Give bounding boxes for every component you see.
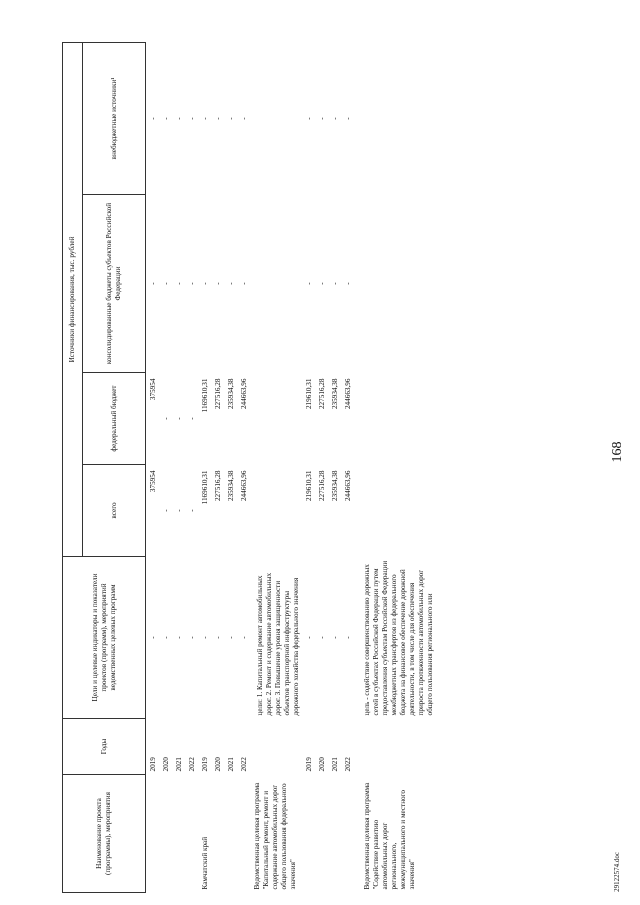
empty-cell <box>357 719 435 775</box>
extra-cell: - <box>214 117 222 120</box>
federal-cell: 375954 <box>149 378 157 401</box>
table-row <box>240 42 253 892</box>
federal-cell: - <box>162 417 170 420</box>
header-regional: консолидированные бюджеты субъектов Российской Федерации <box>83 195 146 373</box>
header-name: Наименование проекта (программы), мероприятия <box>63 775 146 893</box>
goal-cell: - <box>240 636 248 639</box>
federal-cell: 227516,28 <box>318 378 326 410</box>
federal-cell: 244663,96 <box>240 378 248 410</box>
empty-cell <box>357 195 435 373</box>
extra-cell: - <box>331 117 339 120</box>
header-sources-group: Источники финансирования, тыс. рублей <box>63 42 83 556</box>
table-row <box>318 42 331 892</box>
year-cell: 2022 <box>344 757 352 772</box>
empty-cell <box>357 42 435 194</box>
goal-cell: - <box>149 636 157 639</box>
goal-cell: - <box>214 636 222 639</box>
year-cell: 2019 <box>149 757 157 772</box>
year-cell: 2022 <box>240 757 248 772</box>
goal-cell: - <box>331 636 339 639</box>
federal-cell: - <box>175 417 183 420</box>
regional-cell: - <box>149 282 157 285</box>
federal-cell: 244663,96 <box>344 378 352 410</box>
rotated-table-container <box>62 43 612 893</box>
header-federal: федеральный бюджет <box>83 373 146 465</box>
year-cell: 2021 <box>227 757 235 772</box>
region-name: Камчатский край <box>201 836 209 890</box>
total-cell: 227516,28 <box>318 470 326 502</box>
goal-cell: - <box>305 636 313 639</box>
table-row <box>227 42 240 892</box>
empty-cell <box>357 373 435 465</box>
federal-cell: 235934,38 <box>227 378 235 410</box>
goal-cell: - <box>201 636 209 639</box>
total-cell: 375954 <box>149 470 157 493</box>
header-row-1 <box>63 42 83 892</box>
year-cell: 2021 <box>175 757 183 772</box>
total-cell: - <box>162 509 170 512</box>
program-name: Ведомственная целевая программа "Капитальный ремонт, ремонт и содержание автомобильных дорог общего пользования федерального значения" <box>253 782 297 890</box>
total-cell: - <box>175 509 183 512</box>
program-name: Ведомственная целевая программа "Содействие развитию автомобильных дорог регионального, межмуниципального и местного значения" <box>363 782 416 890</box>
header-total: всего <box>83 465 146 557</box>
total-cell: 244663,96 <box>344 470 352 502</box>
regional-cell: - <box>318 282 326 285</box>
total-cell: 227516,28 <box>214 470 222 502</box>
year-cell: 2019 <box>201 757 209 772</box>
regional-cell: - <box>344 282 352 285</box>
document-reference: 29122574.doc <box>613 852 621 892</box>
extra-cell: - <box>149 117 157 120</box>
program-goal: цель - содействие совершенствованию дорожных сетей в субъектах Российской Федерации путем предоставления субъектам Российской Федерации межбюджетных трансфертов из федерального бюджета на финансовое обеспечение дорожной деятельности, в том числе для обеспечения прироста протяженности автомобильных дорог общего пользования регионального или <box>363 560 434 716</box>
extra-cell: - <box>227 117 235 120</box>
total-cell: 219610,31 <box>305 470 313 502</box>
table-row <box>188 42 201 892</box>
federal-cell: - <box>188 417 196 420</box>
program-row <box>253 42 305 892</box>
year-cell: 2020 <box>162 757 170 772</box>
year-cell: 2021 <box>331 757 339 772</box>
table-row <box>305 42 318 892</box>
year-cell: 2022 <box>188 757 196 772</box>
regional-cell: - <box>240 282 248 285</box>
total-cell: 235934,38 <box>227 470 235 502</box>
project-name <box>146 775 202 893</box>
total-cell: 235934,38 <box>331 470 339 502</box>
regional-cell: - <box>227 282 235 285</box>
federal-cell: 227516,28 <box>214 378 222 410</box>
regional-cell: - <box>175 282 183 285</box>
table-row <box>344 42 357 892</box>
goal-cell: - <box>188 636 196 639</box>
regional-cell: - <box>331 282 339 285</box>
federal-cell: 1169610,31 <box>201 378 209 413</box>
regional-cell: - <box>162 282 170 285</box>
page-number: 168 <box>610 441 625 463</box>
goal-cell: - <box>162 636 170 639</box>
goal-cell: - <box>318 636 326 639</box>
extra-cell: - <box>344 117 352 120</box>
regional-cell: - <box>305 282 313 285</box>
program-goal: цели: 1. Капитальный ремонт автомобильных дорог. 2. Ремонт и содержание автомобильных дорог. 3. Повышение уровня защищенности объектов транспортной инфраструктуры дорожного хозяйства федерального значения <box>256 572 300 716</box>
empty-cell <box>253 373 305 465</box>
regional-cell: - <box>188 282 196 285</box>
header-goals: Цели и целевые индикаторы и показатели проектов (программ), мероприятий ведомственных целевых программ <box>63 557 146 719</box>
total-cell: 1169610,31 <box>201 470 209 505</box>
regional-cell: - <box>214 282 222 285</box>
financing-table <box>62 42 435 893</box>
table-row <box>175 42 188 892</box>
goal-cell: - <box>344 636 352 639</box>
regional-cell: - <box>201 282 209 285</box>
goal-cell: - <box>227 636 235 639</box>
federal-cell: 235934,38 <box>331 378 339 410</box>
program-row <box>357 42 435 892</box>
year-cell: 2020 <box>214 757 222 772</box>
empty-cell <box>253 195 305 373</box>
table-row <box>214 42 227 892</box>
table-row <box>162 42 175 892</box>
extra-cell: - <box>305 117 313 120</box>
year-cell: 2020 <box>318 757 326 772</box>
empty-cell <box>253 42 305 194</box>
extra-cell: - <box>318 117 326 120</box>
table-row <box>331 42 344 892</box>
extra-cell: - <box>201 117 209 120</box>
header-years: Годы <box>63 719 146 775</box>
extra-cell: - <box>188 117 196 120</box>
table-row <box>201 42 214 892</box>
total-cell: 244663,96 <box>240 470 248 502</box>
extra-cell: - <box>162 117 170 120</box>
header-extra: внебюджетные источники¹ <box>83 42 146 194</box>
total-cell: - <box>188 509 196 512</box>
empty-cell <box>357 465 435 557</box>
goal-cell: - <box>175 636 183 639</box>
year-cell: 2019 <box>305 757 313 772</box>
empty-cell <box>253 719 305 775</box>
extra-cell: - <box>175 117 183 120</box>
extra-cell: - <box>240 117 248 120</box>
empty-cell <box>253 465 305 557</box>
table-row <box>146 42 163 892</box>
federal-cell: 219610,31 <box>305 378 313 410</box>
